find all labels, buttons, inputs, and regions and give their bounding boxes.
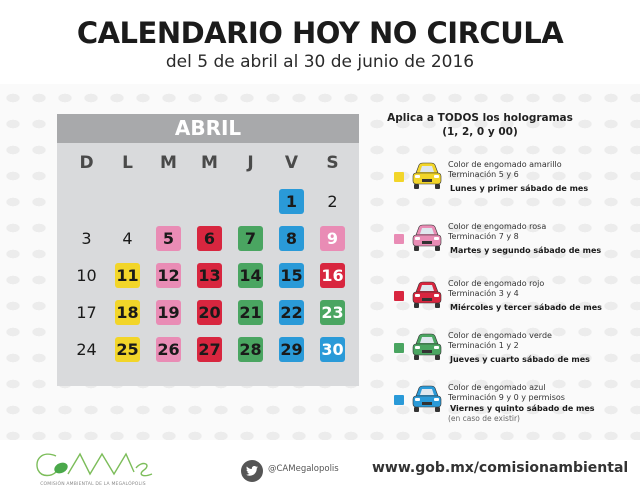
calendar-day-number: 14 (238, 263, 263, 288)
calendar-day (271, 183, 312, 220)
calendar-day (66, 294, 107, 331)
car-icon (410, 161, 444, 191)
calendar-day-number: 4 (122, 229, 133, 248)
calendar-day-number: 18 (115, 300, 140, 325)
website-link[interactable]: www.gob.mx/comisionambiental (372, 460, 629, 476)
calendar-day (66, 257, 107, 294)
calendar-day-number: 28 (238, 337, 263, 362)
legend (380, 105, 630, 423)
legend-item-blue (380, 383, 630, 427)
calendar-day-number: 2 (327, 192, 338, 211)
calendar-day (189, 294, 230, 331)
calendar-day (148, 257, 189, 294)
calendar-day (66, 220, 107, 257)
calendar-day-number: 24 (76, 340, 97, 359)
calendar-day (230, 331, 271, 368)
color-swatch (394, 291, 404, 301)
calendar-day (312, 183, 353, 220)
calendar-day (312, 257, 353, 294)
calendar-day-number: 23 (320, 300, 345, 325)
calendar-day (189, 183, 230, 220)
legend-item-green (380, 331, 630, 375)
car-icon (410, 332, 444, 362)
legend-note: (en caso de existir) (448, 414, 520, 423)
calendar-day (148, 183, 189, 220)
legend-restriction-day: Martes y segundo sábado de mes (450, 246, 602, 255)
calendar-day-number: 19 (156, 300, 181, 325)
calendar-day-number: 21 (238, 300, 263, 325)
calendar-day (148, 331, 189, 368)
legend-item-pink (380, 222, 630, 266)
calendar-day-number: 17 (76, 303, 97, 322)
calendar-day-number: 16 (320, 263, 345, 288)
calendar-day-number: 11 (115, 263, 140, 288)
calendar-day-number: 7 (238, 226, 263, 251)
weekday-header: S (326, 153, 339, 173)
car-icon (410, 384, 444, 414)
calendar-day (189, 257, 230, 294)
calendar-day-number: 20 (197, 300, 222, 325)
legend-item-yellow (380, 160, 630, 204)
legend-description: Color de engomado verde Terminación 1 y 2 (448, 331, 552, 350)
logo-subtitle: COMISIÓN AMBIENTAL DE LA MEGALÓPOLIS (40, 482, 146, 487)
legend-description: Color de engomado rosa Terminación 7 y 8 (448, 222, 547, 241)
calendar-day-number (197, 189, 222, 214)
calendar-day-number: 26 (156, 337, 181, 362)
calendar-day (148, 220, 189, 257)
calendar-day (230, 294, 271, 331)
legend-description: Color de engomado amarillo Terminación 5 y 6 (448, 160, 562, 179)
came-logo-icon (28, 446, 158, 482)
calendar-day (230, 183, 271, 220)
calendar-day (148, 294, 189, 331)
came-logo (28, 446, 158, 492)
calendar-day (66, 331, 107, 368)
calendar-day (230, 257, 271, 294)
twitter-handle-link[interactable]: @CAMegalopolis (268, 464, 339, 474)
calendar-day (107, 331, 148, 368)
calendar-day (107, 183, 148, 220)
legend-restriction-day: Viernes y quinto sábado de mes (450, 404, 595, 413)
calendar-day (312, 294, 353, 331)
legend-description: Color de engomado azul Terminación 9 y 0 y permisos (448, 383, 565, 402)
calendar-day-number: 9 (320, 226, 345, 251)
calendar-day (271, 331, 312, 368)
color-swatch (394, 172, 404, 182)
calendar-day (230, 220, 271, 257)
weekday-header: V (284, 153, 299, 173)
page-title: CALENDARIO HOY NO CIRCULA (76, 16, 564, 50)
calendar-day (189, 331, 230, 368)
calendar-day-number: 29 (279, 337, 304, 362)
calendar-day-number: 30 (320, 337, 345, 362)
legend-restriction-day: Miércoles y tercer sábado de mes (450, 303, 602, 312)
calendar-day (66, 183, 107, 220)
calendar-april (57, 114, 359, 386)
calendar-day-number: 15 (279, 263, 304, 288)
calendar-day (189, 220, 230, 257)
calendar-day-number: 22 (279, 300, 304, 325)
weekday-header: M (201, 153, 218, 173)
legend-restriction-day: Lunes y primer sábado de mes (450, 184, 589, 193)
weekday-header: J (247, 153, 254, 173)
footer (0, 440, 640, 500)
calendar-day-number: 1 (279, 189, 304, 214)
calendar-day-number: 12 (156, 263, 181, 288)
color-swatch (394, 234, 404, 244)
legend-title (380, 111, 580, 139)
calendar-day-number: 25 (115, 337, 140, 362)
calendar-day-number (156, 189, 181, 214)
color-swatch (394, 343, 404, 353)
calendar-day (107, 257, 148, 294)
calendar-day (312, 331, 353, 368)
calendar-day-number (238, 189, 263, 214)
weekday-header: D (79, 153, 94, 173)
legend-title-line1: Aplica a TODOS los hologramas (387, 112, 573, 124)
calendar-day-number: 8 (279, 226, 304, 251)
car-icon (410, 223, 444, 253)
twitter-icon[interactable] (241, 460, 263, 482)
calendar-day (271, 220, 312, 257)
calendar-day (107, 220, 148, 257)
calendar-day-number (115, 189, 140, 214)
color-swatch (394, 395, 404, 405)
legend-title-line2: (1, 2, 0 y 00) (442, 126, 518, 138)
legend-item-red (380, 279, 630, 323)
car-icon (410, 280, 444, 310)
calendar-grid (57, 143, 359, 368)
calendar-day-number: 5 (156, 226, 181, 251)
calendar-day (312, 220, 353, 257)
calendar-day (271, 257, 312, 294)
calendar-day-number: 6 (197, 226, 222, 251)
calendar-day (271, 294, 312, 331)
legend-description: Color de engomado rojo Terminación 3 y 4 (448, 279, 545, 298)
calendar-day-number: 3 (81, 229, 92, 248)
calendar-day-number: 27 (197, 337, 222, 362)
calendar-day-number (74, 189, 99, 214)
calendar-day-number: 13 (197, 263, 222, 288)
legend-restriction-day: Jueves y cuarto sábado de mes (450, 355, 590, 364)
calendar-month-header: ABRIL (57, 114, 359, 143)
calendar-day (107, 294, 148, 331)
weekday-header: L (122, 153, 133, 173)
calendar-day-number: 10 (76, 266, 97, 285)
page-subtitle: del 5 de abril al 30 de junio de 2016 (165, 52, 475, 72)
weekday-header: M (160, 153, 177, 173)
